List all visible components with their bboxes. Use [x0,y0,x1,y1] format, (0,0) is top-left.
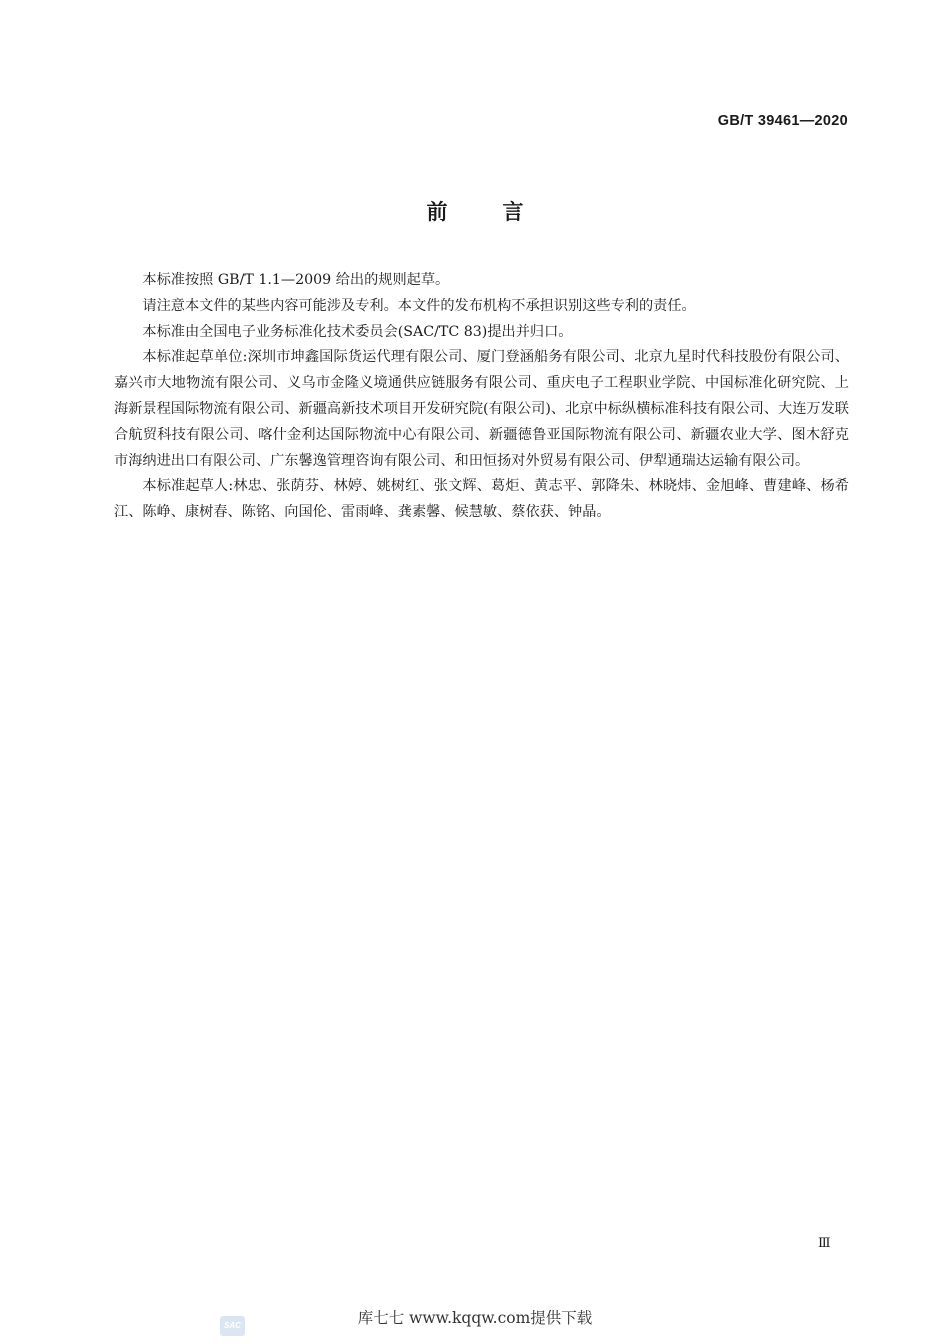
paragraph-drafting-units: 本标准起草单位:深圳市坤鑫国际货运代理有限公司、厦门登涵船务有限公司、北京九星时代科技股份有限公司、嘉兴市大地物流有限公司、义乌市金隆义境通供应链服务有限公司、重庆电子工程职业学院、中国标准化研究院、上海新景程国际物流有限公司、新疆高新技术项目开发研究院(有限公司)、北京中标纵横标准科技有限公司、大连万发联合航贸科技有限公司、喀什金利达国际物流中心有限公司、新疆德鲁亚国际物流有限公司、新疆农业大学、图木舒克市海纳进出口有限公司、广东馨逸管理咨询有限公司、和田恒扬对外贸易有限公司、伊犁通瑞达运输有限公司。 [114,349,849,469]
paragraph-patent-notice: 请注意本文件的某些内容可能涉及专利。本文件的发布机构不承担识别这些专利的责任。 [142,297,696,314]
standard-number: GB/T 39461—2020 [717,113,848,129]
sac-logo-icon: SAC [220,1316,245,1336]
section-title: 前言 [426,200,579,224]
foreword-body [114,268,849,526]
download-watermark: 库七七 www.kqqw.com提供下载 [357,1309,593,1327]
paragraph-drafting-rules: 本标准按照 GB/T 1.1—2009 给出的规则起草。 [142,272,450,288]
paragraph-proposer: 本标准由全国电子业务标准化技术委员会(SAC/TC 83)提出并归口。 [142,323,573,340]
paragraph-drafters: 本标准起草人:林忠、张荫芬、林婷、姚树红、张文辉、葛炬、黄志平、郭降朱、林晓炜、金旭峰、曹建峰、杨希江、陈峥、康树春、陈铭、向国伦、雷雨峰、龚素馨、候慧敏、蔡依获、钟晶。 [114,478,849,521]
page-number: Ⅲ [818,1236,830,1251]
